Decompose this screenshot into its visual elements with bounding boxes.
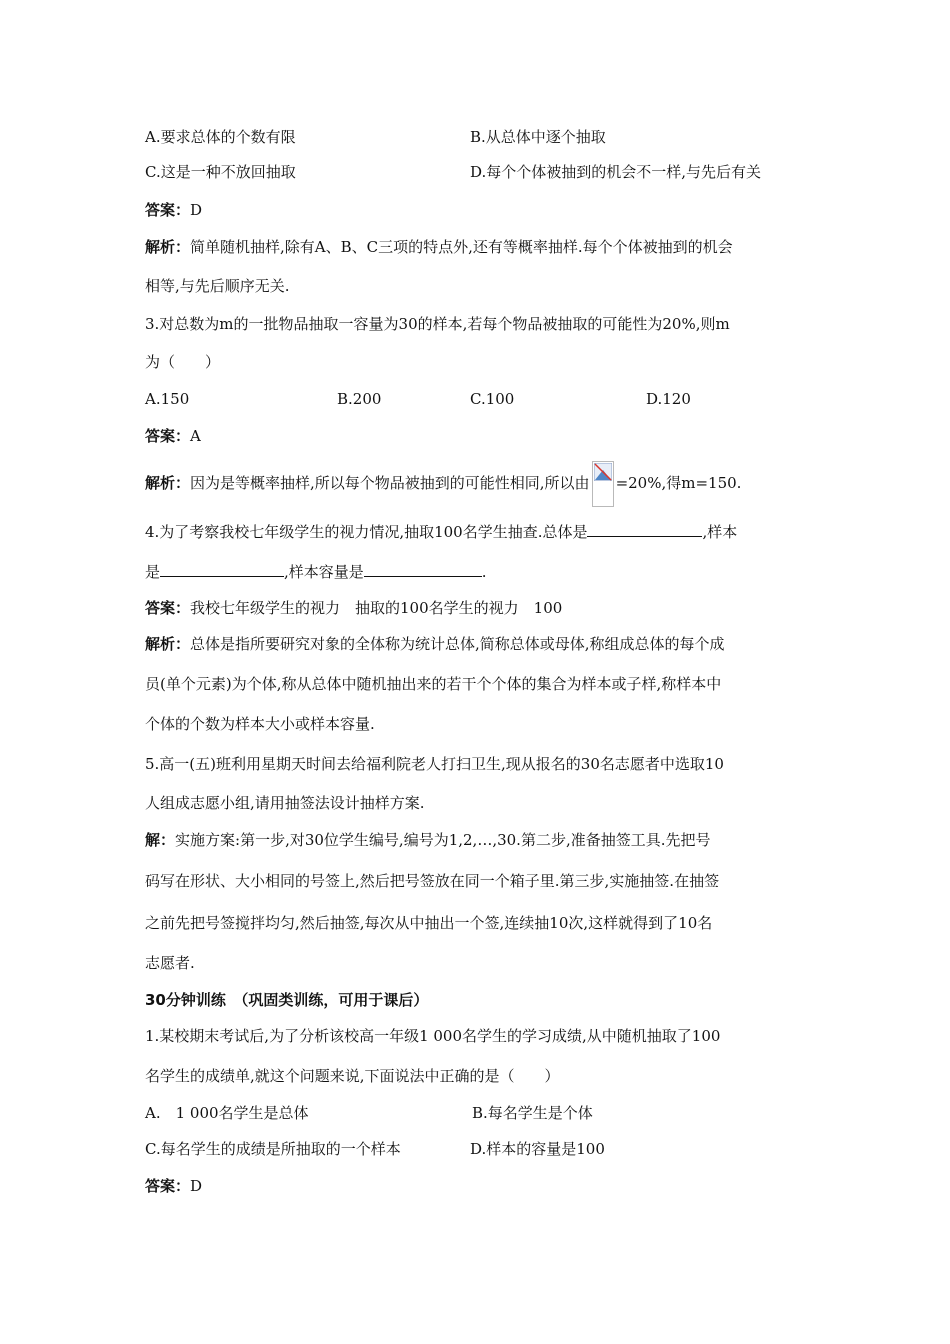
section-title: 30分钟训练 （巩固类训练，可用于课后） xyxy=(145,991,429,1009)
q4-blank-sample[interactable] xyxy=(160,562,284,577)
q5-solution-line-1 xyxy=(145,830,710,850)
q4-stem-line-2 xyxy=(145,562,487,582)
q4-analysis-text-3: 个体的个数为样本大小或样本容量. xyxy=(145,715,375,733)
s1-option-c: C.每名学生的成绩是所抽取的一个样本 xyxy=(145,1140,401,1158)
q5-solution-text-4: 志愿者. xyxy=(145,954,195,972)
q2-analysis-text-2: 相等,与先后顺序无关. xyxy=(145,277,290,295)
s1-option-d: D.样本的容量是100 xyxy=(470,1140,605,1158)
q3-answer: A xyxy=(190,427,201,445)
q4-stem-text-5: . xyxy=(481,563,487,581)
q2-analysis-text-1: 简单随机抽样,除有A、B、C三项的特点外,还有等概率抽样.每个个体被抽到的机会 xyxy=(190,238,733,256)
q4-analysis-text-1: 总体是指所要研究对象的全体称为统计总体,简称总体或母体,称组成总体的每个成 xyxy=(190,635,725,653)
s1-answer-line xyxy=(145,1176,202,1196)
q3-analysis-pre: 因为是等概率抽样,所以每个物品被抽到的可能性相同,所以由 xyxy=(190,474,590,492)
q3-analysis-label: 解析： xyxy=(145,474,191,492)
q4-stem-text-4: ,样本容量是 xyxy=(284,563,364,581)
q2-options-row-1 xyxy=(145,127,296,147)
q2-answer-label: 答案： xyxy=(145,201,191,219)
q4-answer-label: 答案： xyxy=(145,599,191,617)
q5-solution-text-3: 之前先把号签搅拌均匀,然后抽签,每次从中抽出一个签,连续抽10次,这样就得到了10名 xyxy=(145,914,713,932)
q4-analysis-label: 解析： xyxy=(145,635,191,653)
q3-option-a: A.150 xyxy=(145,390,190,408)
q5-solution-text-1: 实施方案:第一步,对30位学生编号,编号为1,2,…,30.第二步,准备抽签工具.先把号 xyxy=(175,831,711,849)
q5-solution-text-2: 码写在形状、大小相同的号签上,然后把号签放在同一个箱子里.第三步,实施抽签.在抽签 xyxy=(145,872,720,890)
q5-stem-line-1: 5.高一(五)班利用星期天时间去给福利院老人打扫卫生,现从报名的30名志愿者中选取10 xyxy=(145,755,724,773)
q3-stem-line-2: 为（ ） xyxy=(145,353,221,371)
q4-stem-text-1: 4.为了考察我校七年级学生的视力情况,抽取100名学生抽查.总体是 xyxy=(145,523,588,541)
q2-analysis-label: 解析： xyxy=(145,238,191,256)
q4-answer: 我校七年级学生的视力 抽取的100名学生的视力 100 xyxy=(190,599,563,617)
q4-analysis-text-2: 员(单个元素)为个体,称从总体中随机抽出来的若干个个体的集合为样本或子样,称样本中 xyxy=(145,675,722,693)
s1-answer: D xyxy=(190,1177,203,1195)
fraction-image-icon xyxy=(592,461,614,507)
q3-option-c: C.100 xyxy=(470,390,515,408)
q3-option-d: D.120 xyxy=(646,390,691,408)
q4-analysis-line-1 xyxy=(145,634,725,654)
q4-answer-line xyxy=(145,598,562,618)
q2-answer: D xyxy=(190,201,203,219)
q4-stem-text-2: ,样本 xyxy=(702,523,738,541)
q3-answer-label: 答案： xyxy=(145,427,191,445)
q3-answer-line xyxy=(145,426,201,446)
q2-answer-line xyxy=(145,200,202,220)
q4-blank-population[interactable] xyxy=(587,522,702,537)
q3-stem-line-1: 3.对总数为m的一批物品抽取一容量为30的样本,若每个物品被抽取的可能性为20%,则m xyxy=(145,315,730,333)
q4-stem-text-3: 是 xyxy=(145,563,161,581)
s1-stem-line-2: 名学生的成绩单,就这个问题来说,下面说法中正确的是（ ） xyxy=(145,1067,560,1085)
q4-stem-line-1 xyxy=(145,522,737,542)
q3-option-b: B.200 xyxy=(337,390,382,408)
q3-analysis-line xyxy=(145,459,741,507)
q2-analysis-line-1 xyxy=(145,237,733,257)
q2-option-a: A.要求总体的个数有限 xyxy=(145,128,296,146)
q5-solution-label: 解： xyxy=(145,831,176,849)
s1-option-b: B.每名学生是个体 xyxy=(472,1104,593,1122)
q5-stem-line-2: 人组成志愿小组,请用抽签法设计抽样方案. xyxy=(145,794,425,812)
q2-option-d: D.每个个体被抽到的机会不一样,与先后有关 xyxy=(470,163,762,181)
s1-stem-line-1: 1.某校期末考试后,为了分析该校高一年级1 000名学生的学习成绩,从中随机抽取了100 xyxy=(145,1027,721,1045)
q2-option-b: B.从总体中逐个抽取 xyxy=(470,128,606,146)
q4-blank-sample-size[interactable] xyxy=(364,562,482,577)
s1-answer-label: 答案： xyxy=(145,1177,191,1195)
s1-option-a: A. 1 000名学生是总体 xyxy=(145,1104,309,1122)
q3-analysis-post: =20%,得m=150. xyxy=(615,474,742,492)
q2-option-c: C.这是一种不放回抽取 xyxy=(145,163,296,181)
